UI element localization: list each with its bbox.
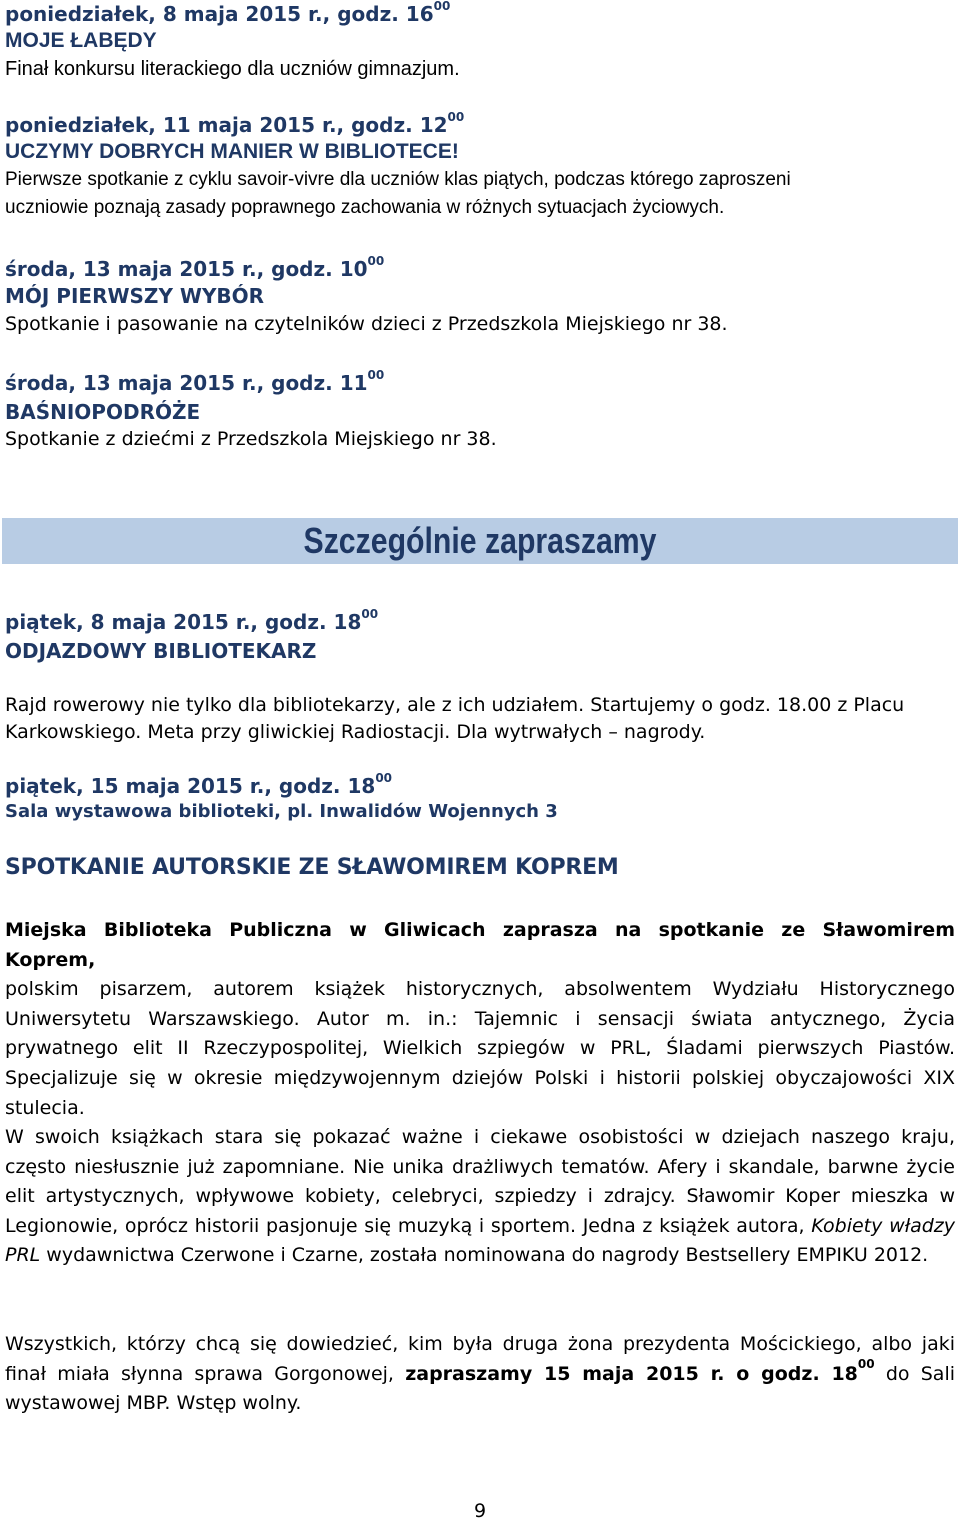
author-paragraph-3 — [5, 1330, 955, 1419]
event-1-date: poniedziałek, 8 maja 2015 r., godz. $16^{00}$ — [5, 0, 451, 26]
author-paragraph-1-text: polskim pisarzem, autorem książek historycznych, absolwentem Wydziału Historycznego Uniwersytetu Warszawskiego. Autor m. in.: Tajemnic i sensacji świata antycznego, Życia prywatnego elit II Rzeczypospolitej, Wielkich szpiegów w PRL, Śladami pierwszych Piastów. Specjalizuje się w okresie międzywojennym dziejów Polski i historii polskiej obyczajowości XIX stulecia. — [5, 978, 955, 1119]
section-banner-title: Szczególnie zapraszamy — [303, 520, 657, 561]
special-2-place: Sala wystawowa biblioteki, pl. Inwalidów Wojennych 3 — [5, 801, 558, 822]
event-1-desc: Finał konkursu literackiego dla uczniów gimnazjum. — [5, 58, 460, 80]
author-paragraph-3-text: Wszystkich, którzy chcą się dowiedzieć, kim była druga żona prezydenta Mościckiego, albo jaki finał miała słynna sprawa Gorgonowej, — [5, 1333, 955, 1385]
event-3-desc: Spotkanie i pasowanie na czytelników dzieci z Przedszkola Miejskiego nr 38. — [5, 313, 728, 335]
special-1-date: piątek, 8 maja 2015 r., godz. $18^{00}$ — [5, 607, 379, 634]
author-paragraph-1 — [5, 916, 955, 1123]
author-paragraph-2 — [5, 1123, 955, 1271]
event-2-title: UCZYMY DOBRYCH MANIER W BIBLIOTECE! — [5, 140, 459, 163]
event-2-date: poniedziałek, 11 maja 2015 r., godz. $12^{00}$ — [5, 110, 465, 137]
author-paragraph-2-text: W swoich książkach stara się pokazać ważne i ciekawe osobistości w dziejach naszego kraju, często niesłusznie już zapomniane. Nie unika drażliwych tematów. Afery i skandale, barwne życie elit artystycznych, wpływowe kobiety, celebryci, szpiedzy i zdrajcy. Sławomir Koper mieszka w Legionowie, oprócz historii pasjonuje się muzyką i sportem. Jedna z książek autora, — [5, 1126, 955, 1237]
invitation-date: zapraszamy 15 maja 2015 r. o godz. $18^{00}$ — [405, 1356, 875, 1385]
event-2-desc-line-1: Pierwsze spotkanie z cyklu savoir-vivre dla uczniów klas piątych, podczas którego zaproszeni — [5, 169, 791, 190]
event-1-title: MOJE ŁABĘDY — [5, 29, 157, 52]
special-1-desc-line-1: Rajd rowerowy nie tylko dla bibliotekarzy, ale z ich udziałem. Startujemy o godz. 18.00 z Placu — [5, 694, 905, 716]
author-paragraph-3-text-end: do Sali wystawowej MBP. Wstęp wolny. — [5, 1362, 956, 1415]
author-paragraph-1-intro: Miejska Biblioteka Publiczna w Gliwicach zaprasza na spotkanie ze Sławomirem Koprem, — [5, 919, 955, 971]
event-2-desc-line-2: uczniowie poznają zasady poprawnego zachowania w różnych sytuacjach życiowych. — [5, 197, 725, 218]
event-3-title: MÓJ PIERWSZY WYBÓR — [5, 284, 265, 308]
author-paragraph-2-text-end: wydawnictwa Czerwone i Czarne, została nominowana do nagrody Bestsellery EMPIKU 2012. — [46, 1244, 929, 1267]
event-4-desc: Spotkanie z dziećmi z Przedszkola Miejskiego nr 38. — [5, 428, 497, 450]
special-2-title: SPOTKANIE AUTORSKIE ZE SŁAWOMIREM KOPREM — [5, 855, 619, 880]
page-number: 9 — [473, 1500, 487, 1522]
book-title: Kobiety władzy PRL — [5, 1214, 955, 1267]
event-4-title: BAŚNIOPODRÓŻE — [5, 400, 201, 424]
special-1-desc-line-2: Karkowskiego. Meta przy gliwickiej Radiostacji. Dla wytrwałych – nagrody. — [5, 721, 706, 743]
event-4-date: środa, 13 maja 2015 r., godz. $11^{00}$ — [5, 368, 385, 395]
special-1-title: ODJAZDOWY BIBLIOTEKARZ — [5, 639, 317, 663]
event-3-date: środa, 13 maja 2015 r., godz. $10^{00}$ — [5, 254, 385, 281]
special-2-date: piątek, 15 maja 2015 r., godz. $18^{00}$ — [5, 771, 393, 798]
